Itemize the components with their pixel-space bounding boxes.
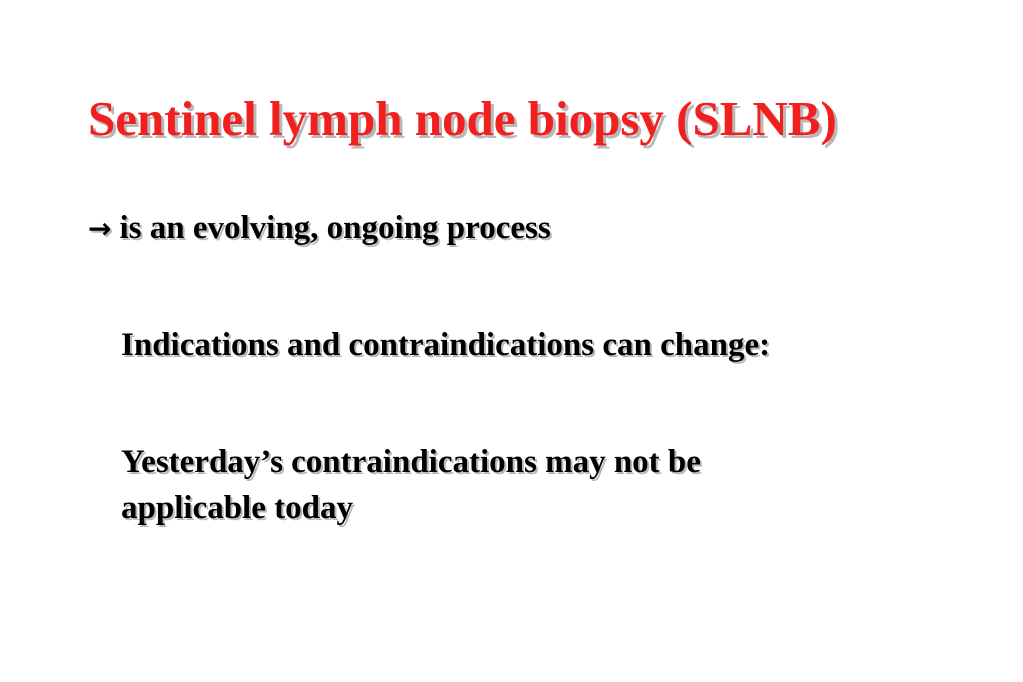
- paragraph-line: Indications and contraindications can change:: [121, 327, 771, 363]
- indications-paragraph: [121, 322, 770, 368]
- bullet-line: [88, 205, 551, 252]
- paragraph-line: Yesterday’s contraindications may not be: [121, 444, 701, 480]
- slide-title: Sentinel lymph node biopsy (SLNB): [88, 91, 837, 146]
- paragraph-line: applicable today: [121, 490, 353, 526]
- arrow-icon: →: [88, 212, 112, 245]
- contraindications-paragraph: [121, 439, 881, 531]
- bullet-text: is an evolving, ongoing process: [119, 210, 551, 246]
